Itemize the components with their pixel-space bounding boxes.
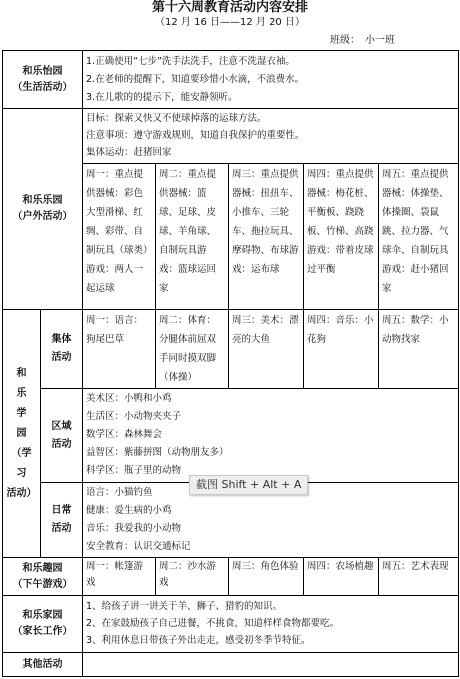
outdoor-group: 集体运动：赶猪回家 (86, 147, 172, 158)
daily-item: 安全教育：认识交通标记 (86, 541, 191, 552)
area-item: 科学区：瓶子里的动物 (86, 465, 182, 476)
screenshot-tooltip: 截图 Shift + Alt + A (189, 475, 308, 495)
group-day-thu: 周四：音乐：小花狗 (304, 310, 379, 389)
home-label: 和乐家园 （家长工作） (3, 596, 83, 653)
outdoor-day-thu: 周四：重点提供器械：梅花桩、平衡板、跷跷板、竹梯、高跷游戏：带着皮球过平衡 (304, 164, 379, 310)
outdoor-goal: 目标：探索又快又不使球掉落的运球方法。 (86, 113, 267, 124)
afternoon-row (3, 558, 459, 596)
home-item: 1、给孩子讲一讲关于羊、狮子、猎豹的知识。 (86, 601, 283, 612)
outdoor-day-wed: 周三：重点提供器械：扭扭车、小推车、三轮车、拖拉玩具、摩碍物、布球游戏：运布球 (229, 164, 304, 310)
other-label: 其他活动 (3, 653, 83, 677)
daily-activity-label: 日常 活动 (41, 483, 83, 558)
area-activity-label: 区域 活动 (41, 389, 83, 483)
outdoor-day-tue: 周二：重点提供器械：篮球、足球、皮球、羊角球、自制玩具游戏：篮球运回家 (156, 164, 229, 310)
home-row (3, 596, 459, 653)
daily-item: 健康：爱生病的小鸡 (86, 505, 172, 516)
area-item: 美术区：小鸭和小鸡 (86, 393, 172, 404)
afternoon-label: 和乐趣园 （下午游戏） (3, 558, 83, 596)
afternoon-day-mon: 周一：帐篷游戏 (83, 558, 156, 596)
class-label: 班级： 小一班 (330, 35, 395, 46)
life-content (83, 51, 459, 109)
outdoor-day-mon: 周一：重点提供器械：彩色大型滑梯、红绸、彩带、自制玩具（球类）游戏：两人一起运球 (83, 164, 156, 310)
study-label: 和 乐 学 园 （学 习 活动） (3, 310, 41, 558)
life-label: 和乐怡园 （生活活动） (3, 51, 83, 109)
outdoor-goals (83, 109, 459, 164)
schedule-table (2, 50, 459, 677)
group-day-wed: 周三：美术：漂亮的大鱼 (229, 310, 304, 389)
outdoor-note: 注意事项：遵守游戏规则，知道自我保护的重要性。 (86, 130, 305, 141)
afternoon-day-thu: 周四：农场植趣 (304, 558, 379, 596)
afternoon-day-wed: 周三：角色体验 (229, 558, 304, 596)
afternoon-day-tue: 周二：沙水游戏 (156, 558, 229, 596)
afternoon-day-fri: 周五：艺术表现 (379, 558, 459, 596)
study-group-row (3, 310, 459, 389)
life-row (3, 51, 459, 109)
group-day-fri: 周五：数学：小动物找家 (379, 310, 459, 389)
home-content (83, 596, 459, 653)
other-content (83, 653, 459, 677)
life-item: 1.正确使用“七步”洗手法洗手，注意不洗湿衣袖。 (86, 56, 295, 67)
home-item: 2、在家鼓励孩子自己进餐，不挑食，知道样样食物都要吃。 (86, 618, 340, 629)
outdoor-goal-row (3, 109, 459, 164)
group-day-mon: 周一：语言：狗尾巴草 (83, 310, 156, 389)
life-item: 3.在儿歌的的提示下，能安静领听。 (86, 92, 238, 103)
area-item: 生活区：小动物夹夹子 (86, 411, 182, 422)
other-row (3, 653, 459, 677)
outdoor-label: 和乐乐园 （户外活动） (3, 109, 83, 310)
group-activity-label: 集体 活动 (41, 310, 83, 389)
outdoor-day-fri: 周五：重点提供器械：体操垫、体操圈、袋鼠跳、拉力器、气球伞、自制玩具游戏：赶小猪回家 (379, 164, 459, 310)
area-item: 数学区：森林舞会 (86, 429, 163, 440)
study-area-row (3, 389, 459, 483)
daily-item: 音乐：我爱我的小动物 (86, 523, 182, 534)
page-title: 第十六周教育活动内容安排 (151, 0, 308, 15)
area-content (83, 389, 459, 483)
date-range: （12 月 16 日——12 月 20 日） (155, 17, 305, 28)
daily-item: 语言：小猫钓鱼 (86, 487, 153, 498)
area-item: 益智区：紫藤拼图（动物朋友多） (86, 447, 229, 458)
life-item: 2.在老师的提醒下，知道要珍惜小水滴，不浪费水。 (86, 74, 305, 85)
home-item: 3、利用休息日带孩子外出走走，感受初冬季节特征。 (86, 635, 311, 646)
group-day-tue: 周二：体育：分腿体前屈双手同时摸双脚（体操） (156, 310, 229, 389)
